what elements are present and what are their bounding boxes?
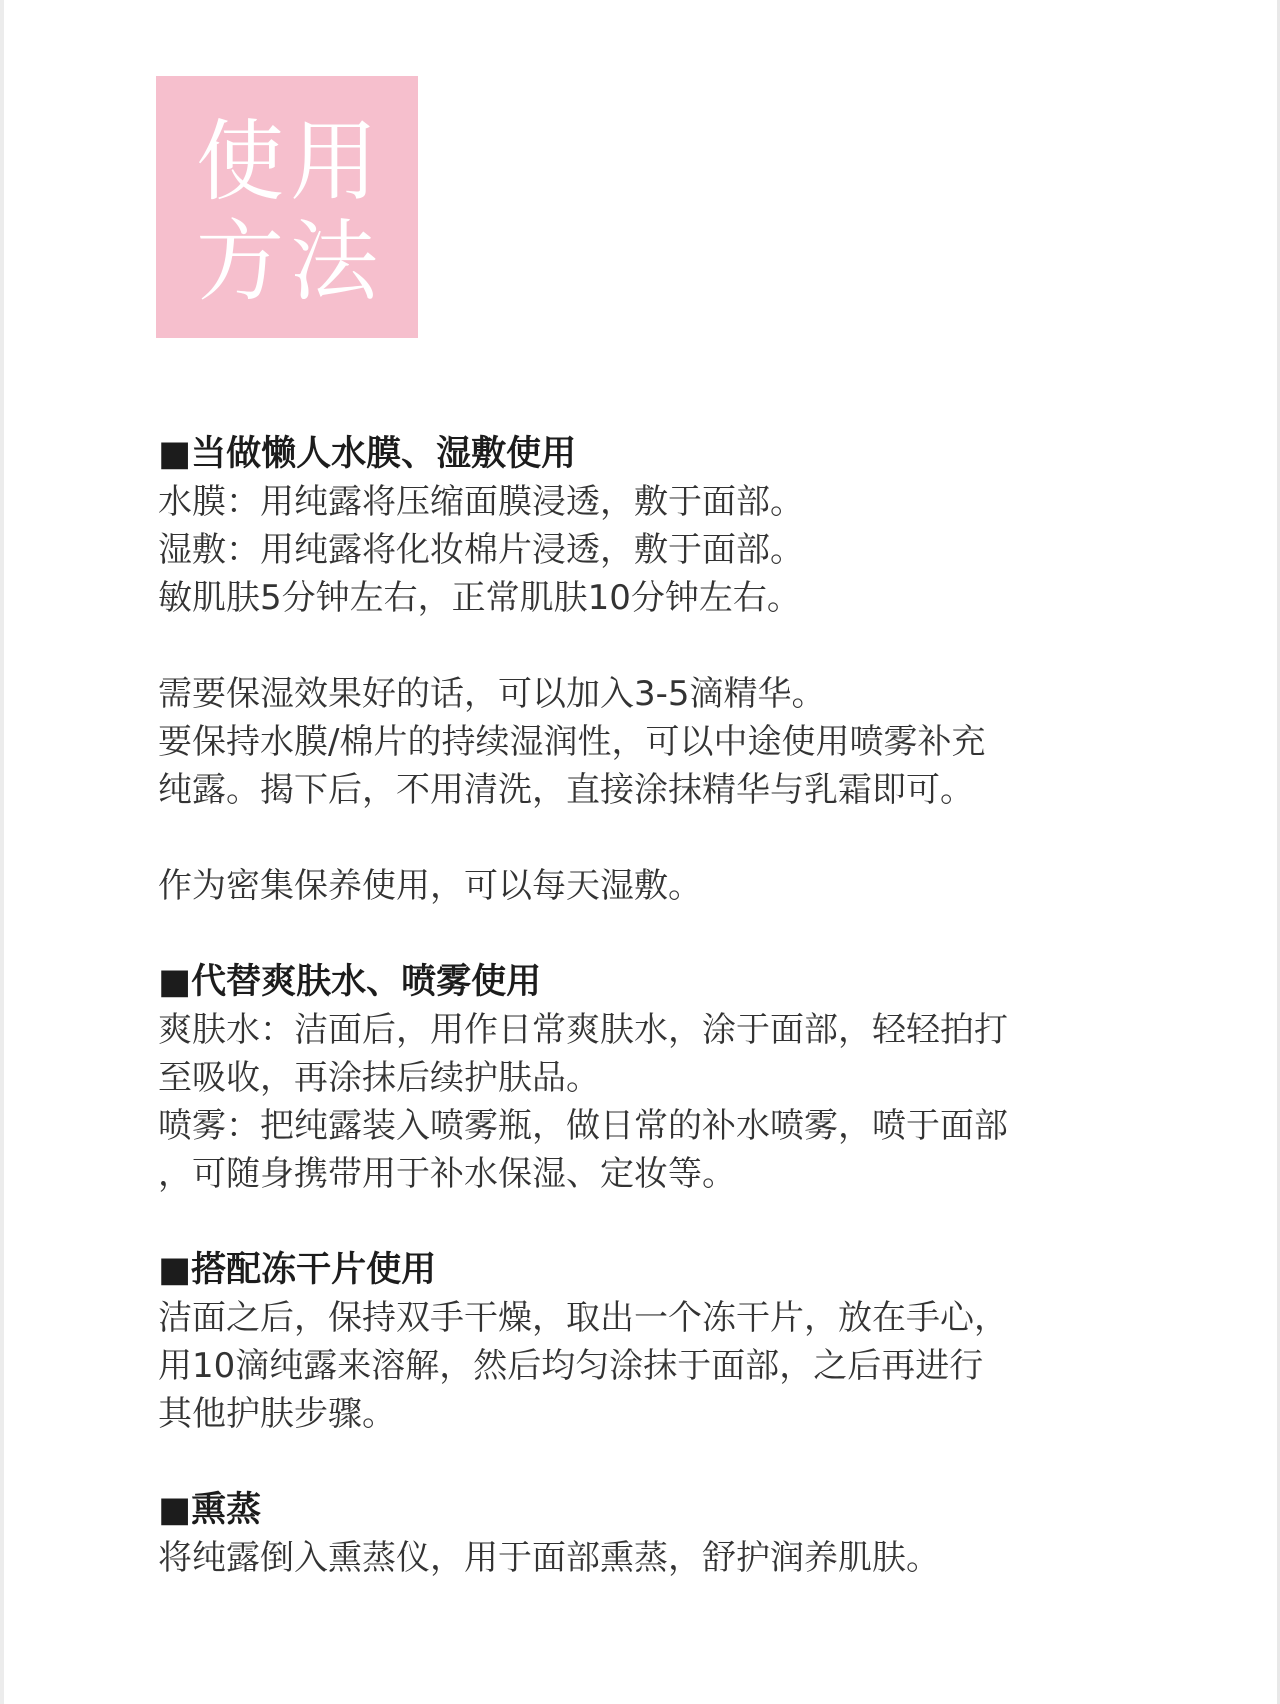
section-water-mask <box>158 430 1158 910</box>
page-title <box>196 112 406 312</box>
text-line: 用10滴纯露来溶解，然后均匀涂抹于面部，之后再进行 <box>158 1346 984 1386</box>
section-steaming <box>158 1486 1158 1582</box>
text-line: 将纯露倒入熏蒸仪，用于面部熏蒸，舒护润养肌肤。 <box>158 1538 940 1578</box>
text-line: 纯露。揭下后，不用清洗，直接涂抹精华与乳霜即可。 <box>158 770 974 810</box>
paragraph <box>158 1294 1158 1438</box>
section-freeze-dried <box>158 1246 1158 1438</box>
text-line: 洁面之后，保持双手干燥，取出一个冻干片，放在手心， <box>158 1298 1008 1338</box>
paragraph <box>158 862 1158 910</box>
text-line: 要保持水膜/棉片的持续湿润性，可以中途使用喷雾补充 <box>158 722 986 762</box>
title-line-1: 使用 <box>196 110 385 213</box>
section-heading: ■搭配冻干片使用 <box>158 1250 437 1290</box>
section-toner-spray <box>158 958 1158 1198</box>
text-line: 作为密集保养使用，可以每天湿敷。 <box>158 866 702 906</box>
section-heading: ■熏蒸 <box>158 1490 262 1530</box>
text-line: 其他护肤步骤。 <box>158 1394 396 1434</box>
text-line: 敏肌肤5分钟左右，正常肌肤10分钟左右。 <box>158 578 801 618</box>
left-edge-border <box>0 0 4 1704</box>
section-heading: ■当做懒人水膜、湿敷使用 <box>158 434 577 474</box>
section-heading: ■代替爽肤水、喷雾使用 <box>158 962 542 1002</box>
instructions-content <box>158 430 1158 1582</box>
paragraph <box>158 478 1158 622</box>
text-line: 水膜：用纯露将压缩面膜浸透，敷于面部。 <box>158 482 804 522</box>
text-line: ，可随身携带用于补水保湿、定妆等。 <box>158 1154 736 1194</box>
paragraph <box>158 1534 1158 1582</box>
title-line-2: 方法 <box>196 210 385 313</box>
text-line: 湿敷：用纯露将化妆棉片浸透，敷于面部。 <box>158 530 804 570</box>
text-line: 爽肤水：洁面后，用作日常爽肤水，涂于面部，轻轻拍打 <box>158 1010 1008 1050</box>
text-line: 喷雾：把纯露装入喷雾瓶，做日常的补水喷雾，喷于面部 <box>158 1106 1008 1146</box>
text-line: 至吸收，再涂抹后续护肤品。 <box>158 1058 600 1098</box>
paragraph <box>158 1006 1158 1198</box>
text-line: 需要保湿效果好的话，可以加入3-5滴精华。 <box>158 674 826 714</box>
paragraph <box>158 670 1158 814</box>
title-block <box>156 76 418 338</box>
